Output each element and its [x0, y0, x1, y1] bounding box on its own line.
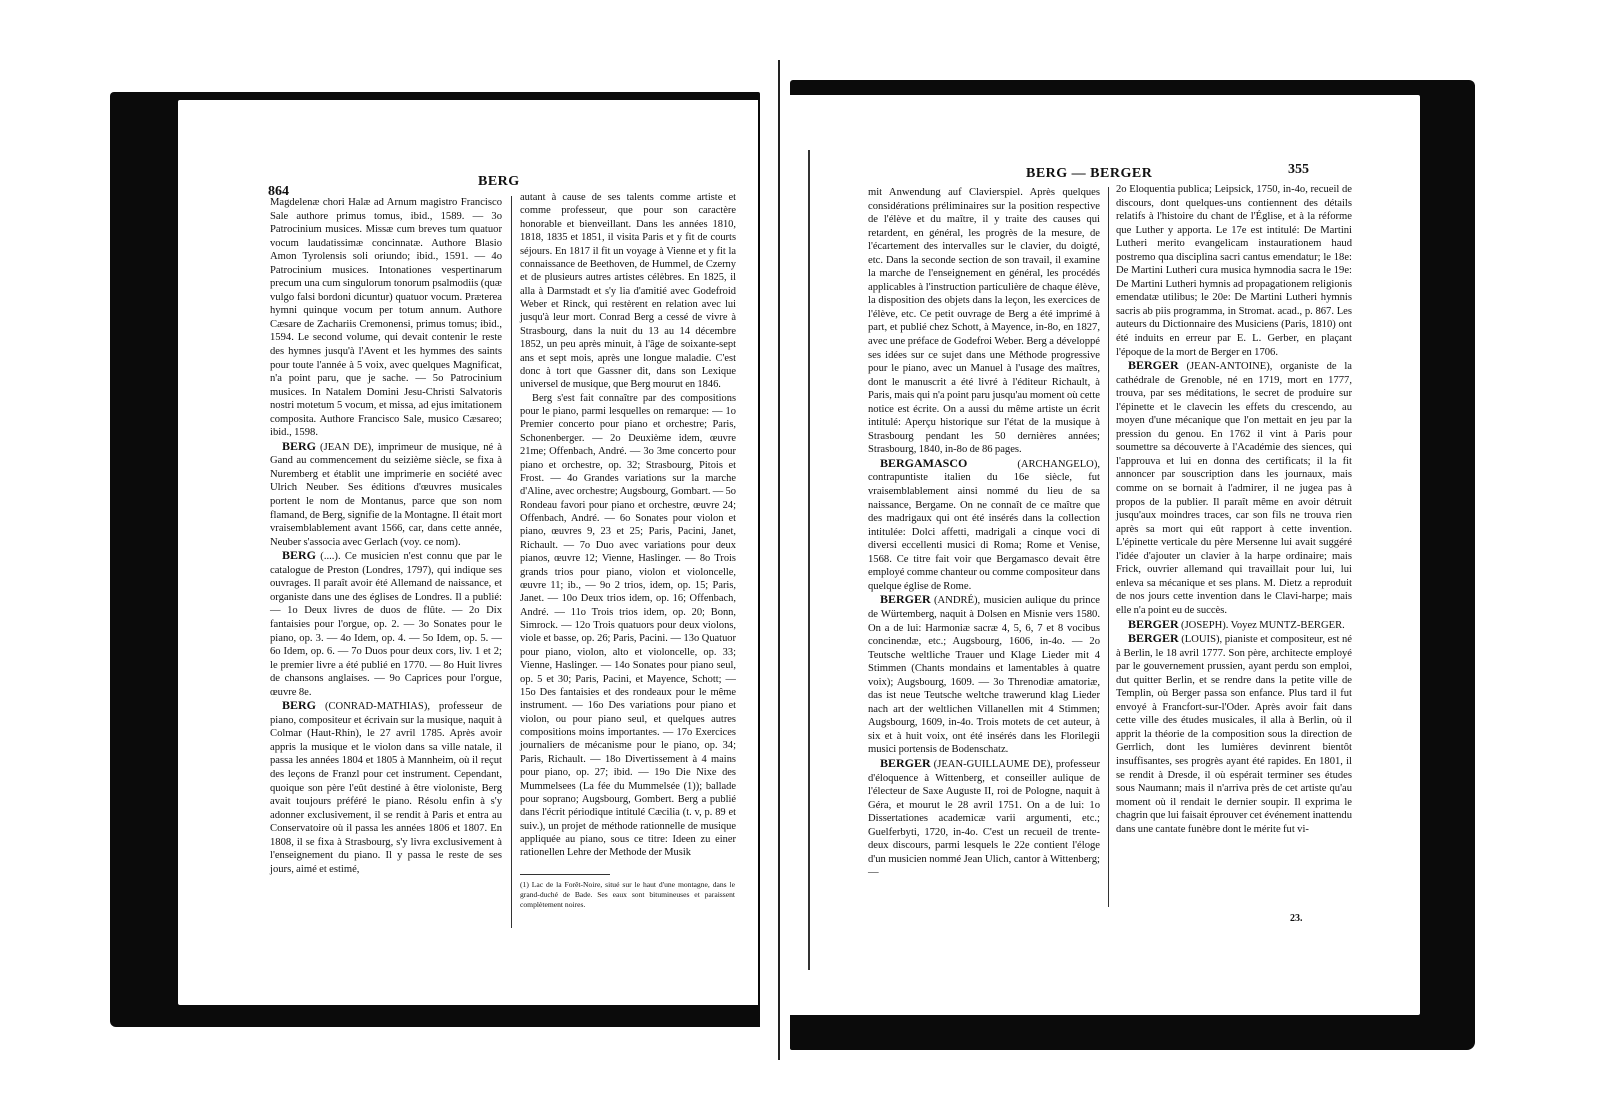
paragraph: BERGER (JEAN-GUILLAUME DE), professeur d'éloquence à Wittenberg, et conseiller aulique de l'électeur de Saxe Auguste II, roi de Pologne, naquit à Géra, et mourut le 28 avril 1751. On a de lui: 1o Dissertationes academicæ varii argumenti, etc.; Guelferbyti, 1720, in-4o. C'est un recueil de trente-deux discours, parmi lesquels le 22e contient l'éloge d'un musicien nommé Jean Ulich, cantor à Wittenberg; — [868, 755, 1100, 879]
column-rule [1108, 187, 1109, 907]
paragraph: BERG (CONRAD-MATHIAS), professeur de piano, compositeur et écrivain sur la musique, naquit à Colmar (Haut-Rhin), le 27 avril 1785. Après avoir appris la musique et le violon dans sa ville natale, il passa les années 1804 et 1805 à Mannheim, où il reçut des leçons de Franzl pour cet instrument. Cependant, quoique son père l'eût destiné à être violoniste, Berg avait toujours préféré le piano. Résolu enfin à s'y adonner exclusivement, il se rendit à Paris et entra au Conservatoire où il passa les années 1806 et 1807. En 1808, il se fixa à Strasbourg, s'y livra exclusivement à l'enseignement du piano. Il y passa le reste de ses jours, aimé et estimé, [270, 698, 502, 875]
paragraph: mit Anwendung auf Clavierspiel. Après quelques considérations préliminaires sur la position respective de l'élève et du maître, il y traite des causes qui retardent, en général, les progrès de la mesure, de l'écartement des intervalles sur le clavier, du doigté, etc. Dans la seconde section de son travail, il examine la marche de l'enseignement en général, les procédés applicables à l'instruction particulière de chaque élève, la disposition des objets dans la leçon, les exercices de l'élève, etc. Ce petit ouvrage de Berg a été imprimé à part, et publié chez Schott, à Mayence, in-8o, en 1827, avec une préface de Godefroi Weber. Berg a développé ses idées sur ce sujet dans une Méthode progressive pour le piano, avec un Manuel à l'usage des maîtres, dont le manuscrit a été livré à l'éditeur Richault, à Paris, mais qui n'a point paru jusqu'au moment où cette notice est écrite. On a aussi du même artiste un écrit intitulé: Aperçu historique sur l'état de la musique à Strasbourg pendant les 50 dernières années; Strasbourg, 1840, in-8o de 86 pages. [868, 187, 1100, 456]
paragraph: BERGER (JOSEPH). Voyez MUNTZ-BERGER. [1128, 616, 1345, 631]
footnote: (1) Lac de la Forêt-Noire, situé sur le haut d'une montagne, dans le grand-duché de Bade. Ses eaux sont bitumineuses et paraissent complètement noires. [520, 880, 735, 909]
book-gutter [772, 60, 790, 1060]
paragraph: autant à cause de ses talents comme artiste et comme professeur, que pour son caractère honorable et bienveillant. Dans les années 1810, 1818, 1835 et 1851, il visita Paris et y fit de courts séjours. En 1817 il fit un voyage à Vienne et y fit la connaissance de Beethoven, de Hummel, de Czerny et de plusieurs autres artistes célèbres. En 1825, il alla à Darmstadt et s'y lia d'amitié avec Godefroid Weber et Rinck, qui restèrent en relation avec lui jusqu'à leur mort. Conrad Berg a cessé de vivre à Strasbourg, dans la nuit du 13 au 14 décembre 1852, un peu après minuit, à l'âge de soixante-sept ans et sept mois, après une longue maladie. C'est donc à tort que Gassner dit, dans son Lexique universel de musique, que Berg mourut en 1846. [520, 192, 736, 391]
running-header: BERG — BERGER [1026, 166, 1153, 181]
paragraph: BERGER (JEAN-ANTOINE), organiste de la cathédrale de Grenoble, né en 1719, mort en 1777, trouva, par ses méditations, le secret de produire sur l'épinette et le clavecin les effets du crescendo, au moyen d'une mécanique que l'on mettait en jeu par la pression du genou. En 1762 il vint à Paris pour soumettre sa découverte à l'Académie des siences, qui l'approuva et lui en donna des certificats; il la fit annoncer par souscription dans les journaux, mais comme on se bornait à l'admirer, il ne jugea pas à propos de la publier. Il paraît même en avoir détruit jusqu'aux moindres traces, car son fils ne trouva rien après sa mort qui eût rapport à cette invention. L'épinette verticale du père Mersenne lui avait suggéré l'idée d'ajouter un clavier à la harpe ordinaire; mais Frick, ouvrier allemand qui travaillait pour lui, lui enleva sa mécanique et ses plans. M. Dietz a reproduit de nos jours cette invention dans le Clavi-harpe; mais elle n'a point eu de succès. [1116, 358, 1352, 616]
paragraph: Magdelenæ chori Halæ ad Arnum magistro Francisco Sale authore primus tomus, ibid., 1589. — 3o Patrocinium musices. Missæ cum breves tum quatuor vocum laudatissimæ concinnatæ. Authore Blasio Amon Tyrolensis soli oriundo; ibid., 1591. — 4o Patrocinium musices. Intonationes vespertinarum precum una cum singulorum tonorum psalmodiis (quæ vulgo falsi bordoni dicuntur) quatuor vocum. Præterea hymni quinque vocum per totum annum. Authore Cæsare de Zachariis Cremonensi, primus tomus; ibid., 1594. Le second volume, qui devait contenir le reste des hymnes jusqu'à l'Avent et les hymmes des saints pour toute l'année à 5 voix, avec quelques Magnificat, n'a point paru, que je sache. — 5o Patrocinium musices. In Natalem Domini Jesu-Christi Salvatoris nostri motetum 5 vocum, et missa, ad ejus imitationem composita. Authore Francisco Sale, musico Cæsareo; ibid., 1598. [270, 197, 502, 439]
right-page [790, 95, 1420, 1015]
paragraph: 2o Eloquentia publica; Leipsick, 1750, in-4o, recueil de discours, dont quelques-uns contiennent des détails relatifs à l'histoire du chant de l'Église, et à la réforme que Luther y apporta. Le 17e est intitulé: De Martini Lutheri merito evangelicam instaurationem haud postremo qua disciplina sacri cantus emendatur; le 18e: De Martini Lutheri cura musica hymnodia sacra le 19e: De Martini Lutheri hymnis ad propagationem religionis emendatæ utilibus; le 20e: De Martini Lutheri hymnis sacris ab piis programma, in Stromat. acad., p. 867. Les auteurs du Dictionnaire des Musiciens (Paris, 1810) ont été induits en erreur par E. L. Gerber, en plaçant l'époque de la mort de Berger en 1706. [1116, 184, 1352, 358]
gutter-edge [808, 150, 810, 970]
left-page [178, 100, 758, 1005]
text-column-right [1116, 183, 1352, 1013]
headword: BERG [282, 548, 317, 563]
paragraph: BERG (JEAN DE), imprimeur de musique, né à Gand au commencement du seizième siècle, se fixa à Nuremberg et établit une imprimerie en société avec Ulrich Neuber. Ses éditions d'œuvres musicales portent le nom de Montanus, parce que son nom flamand, de Berg, signifie de la Montagne. Il était mort vraisemblablement avant 1566, car, dans cette année, Neuber s'associa avec Gerlach (voy. ce nom). [270, 438, 502, 548]
headword: BERGER [880, 592, 931, 607]
running-header: BERG [478, 174, 520, 189]
gutter-shadow [778, 60, 780, 1060]
paragraph: BERGER (LOUIS), pianiste et compositeur, est né à Berlin, le 18 avril 1777. Son père, architecte employé par le gouvernement prussien, ayant perdu son emploi, dut quitter Berlin, et se rendre dans la petite ville de Templin, où Berger passa son enfance. Plus tard il fut envoyé à Francfort-sur-l'Oder. Après avoir fait dans cette ville des études musicales, il alla à Berlin, où il apprit la théorie de la composition sous la direction de Gerrlich, dont les lumières devinrent bientôt insuffisantes, ses progrès ayant été rapides. En 1801, il se rendit à Dresde, il où espérait terminer ses études sous Naumann; mais il n'arriva près de cet artiste qu'au moment où il rendait le dernier soupir. Il exprima le chagrin que lui faisait éprouver cet événement inattendu dans une cantate funèbre dont le mérite fut vi- [1116, 631, 1352, 835]
text-column-left [868, 186, 1100, 1011]
text-column-right [520, 191, 736, 871]
footnote-rule [520, 874, 610, 875]
headword: BERGER [1128, 616, 1179, 631]
headword: BERG [282, 438, 317, 453]
headword: BERGER [1128, 358, 1179, 373]
paragraph: BERGER (ANDRÉ), musicien aulique du prince de Würtemberg, naquit à Dolsen en Misnie vers 1580. On a de lui: Harmoniæ sacræ 4, 5, 6, 7 et 8 vocibus concinendæ, etc.; Augsbourg, 1606, in-4o. — 2o Teutsche weltliche Trauer und Klage Lieder mit 4 Stimmen (Chants mondains et lamentables à quatre voix); Augsbourg, 1609. — 3o Threnodiæ amatoriæ, das ist neue Teutsche weltche trawerund klag Lieder nach art der weltlichen Villanellen mit 4 Stimmen; Augsbourg, 1609, in-4o. Trois motets de cet auteur, à six et à huit voix, ont été insérés dans les Florilegii musici portensis de Bodenschatz. [868, 592, 1100, 756]
headword: BERGER [880, 755, 931, 770]
signature-mark: 23. [1290, 913, 1303, 924]
page-number: 864 [268, 184, 289, 199]
paragraph: Berg s'est fait connaître par des compositions pour le piano, parmi lesquelles on remarque: — 1o Premier concerto pour piano et orchestre; Paris, Schonenberger. — 2o Deuxième idem, œuvre 21me; Offenbach, André. — 3o 3me concerto pour piano et orchestre, op. 32; Strasbourg, Pitois et Frost. — 4o Grandes variations sur la marche d'Aline, avec orchestre; Augsbourg, Gombart. — 5o Rondeau favori pour piano et orchestre, œuvre 24; Offenbach, André. — 6o Sonates pour violon et piano, œuvres 9, 23 et 25; Paris, Pacini, Janet, Richault. — 7o Duo avec variations pour deux pianos, œuvre 12; Vienne, Haslinger. — 8o Trois grands trios pour piano, violon et violoncelle, œuvre 11; ib., — 9o 2 trios, idem, op. 15; Paris, Janet. — 10o Deux trios idem, op. 16; Offenbach, André. — 11o Trois trios idem, op. 20; Bonn, Simrock. — 12o Trois quatuors pour deux violons, viole et basse, op. 26; Paris, Pacini. — 13o Quatuor pour piano, violon, alto et violoncelle, op. 33; Vienne, Haslinger. — 14o Sonates pour piano seul, op. 5 et 30; Paris, Pacini, et Mayence, Schott; — 15o Des fantaisies et des rondeaux pour le même instrument. — 16o Des variations pour piano et violon, ou pour piano seul, et quelques autres compositions moins importantes. — 17o Exercices journaliers de mécanisme pour le piano, op. 34; Paris, Richault. — 18o Divertissement à 4 mains pour piano, op. 27; ibid. — 19o Die Nixe des Mummelsees (La fée du Mummelsée (1)); ballade pour soprano; Augsbourg, Gombert. Berg a publié dans l'écrit périodique intitulé Cæcilia (t. v, p. 89 et suiv.), un projet de méthode rationnelle de musique appliquée au piano, sous ce titre: Ideen zu einer rationellen Lehre der Methode der Musik [520, 392, 736, 859]
text-column-left [270, 196, 502, 936]
page-number: 355 [1288, 162, 1309, 177]
column-rule [511, 196, 512, 928]
headword: BERG [282, 698, 317, 713]
paragraph: BERG (....). Ce musicien n'est connu que par le catalogue de Preston (Londres, 1797), qui indique ses ouvrages. Il paraît avoir été Allemand de naissance, et organiste dans une des églises de Londres. Il a publié: — 1o Deux livres de duos de flûte. — 2o Dix fantaisies pour l'orgue, op. 2. — 3o Sonates pour le piano, op. 3. — 4o Idem, op. 4. — 5o Idem, op. 5. — 6o Idem, op. 6. — 7o Duos pour deux cors, liv. 1 et 2; le premier livre a été publié en 1770. — 8o Huit livres de chansons anglaises. — 9o Caprices pour l'orgue, œuvre 8e. [270, 548, 502, 698]
headword: BERGER [1128, 631, 1179, 646]
paragraph: BERGAMASCO (ARCHANGELO), contrapuntiste italien du 16e siècle, fut vraisemblablement ainsi nommé du lieu de sa naissance, Bergame. On ne connaît de ce maître que des madrigaux qui ont été insérés dans la collection intitulée: Dolci affetti, madrigali a cinque voci di diversi eccellenti musici di Roma; Rome et Venise, 1568. Ce titre fait voir que Bergamasco devait être employé comme chanteur ou comme compositeur dans quelque église de Rome. [868, 455, 1100, 592]
headword: BERGAMASCO [880, 455, 968, 470]
